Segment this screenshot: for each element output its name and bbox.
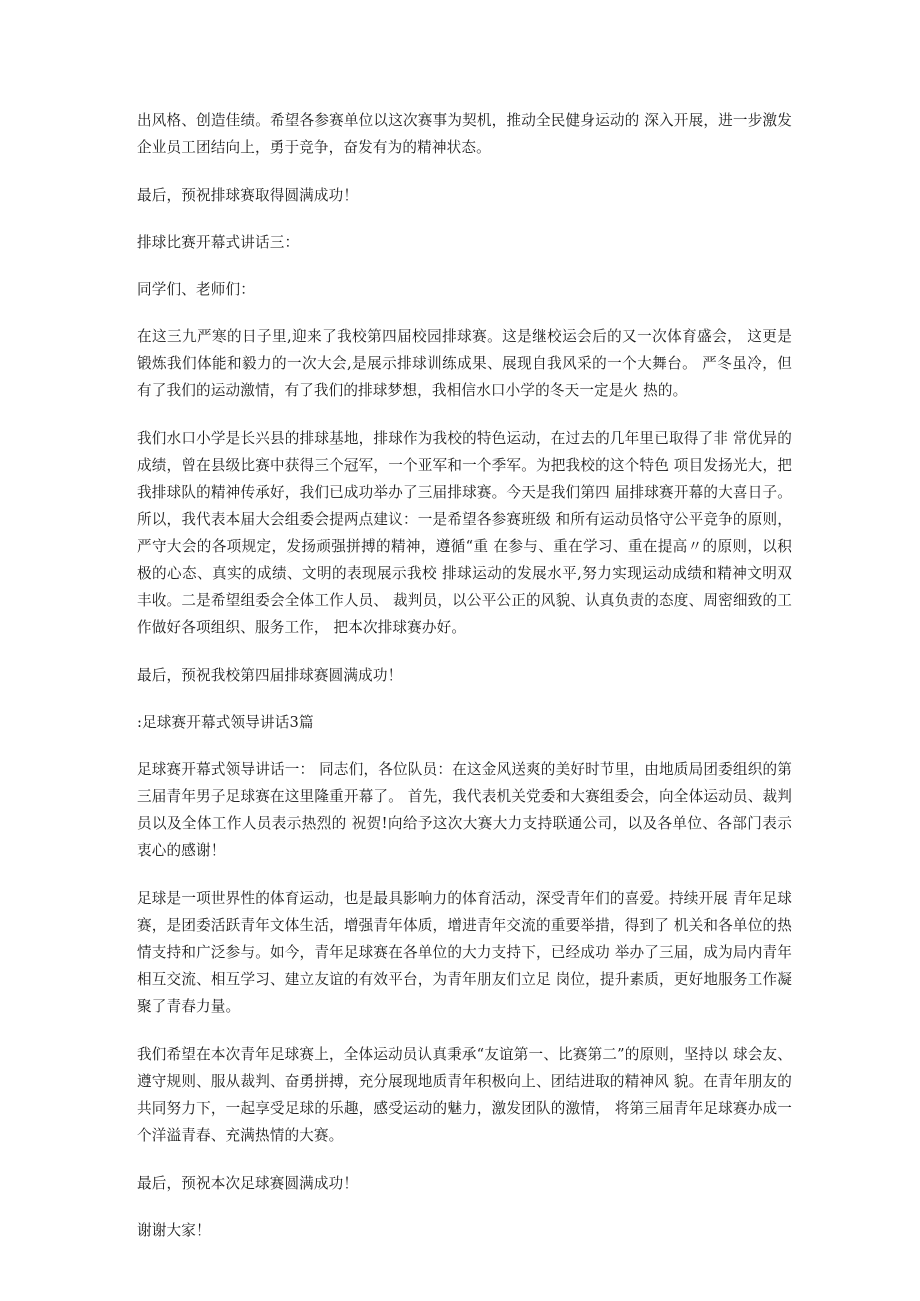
paragraph-intro-continuation: 出风格、创造佳绩。希望各参赛单位以这次赛事为契机，推动全民健身运动的 深入开展，进一步激发企业员工团结向上，勇于竞争，奋发有为的精神状态。: [137, 112, 792, 156]
paragraph-football-closing-wish: 最后，预祝本次足球赛圆满成功！: [137, 1175, 359, 1192]
paragraph-school-volleyball-base: 我们水口小学是长兴县的排球基地，排球作为我校的特色运动，在过去的几年里已取得了非 常优异的成绩，曾在县级比赛中获得三个冠军，一个亚军和一个季军。为把我校的这个特色 项目发扬光大，把我排球队的精神传承好，我们已成功举办了三届排球赛。今天是我们第四 届排球赛开幕的大喜日子。所以，我代表本届大会组委会提两点建议：一是希望各参赛班级 和所有运动员恪守公平竞争的原则，严守大会的各项规定，发扬顽强拼搏的精神，遵循“重 在参与、重在学习、重在提高〃的原则，以积极的心态、真实的成绩、文明的表现展示我校 排球运动的发展水平,努力实现运动成绩和精神文明双丰收。二是希望组委会全体工作人员、 裁判员，以公平公正的风貌、认真负责的态度、周密细致的工作做好各项组织、服务工作， 把本次排球赛办好。: [137, 430, 792, 636]
paragraph-thanks: 谢谢大家！: [137, 1222, 211, 1239]
paragraph-salutation: 同学们、老师们：: [137, 281, 255, 298]
section-heading-volleyball-speech-three: 排球比赛开幕式讲话三：: [137, 234, 300, 251]
paragraph-school-closing-wish: 最后，预祝我校第四届排球赛圆满成功！: [137, 667, 403, 684]
paragraph-football-speech-one: 足球赛开幕式领导讲话一： 同志们，各位队员：在这金风送爽的美好时节里，由地质局团委组织的第三届青年男子足球赛在这里隆重开幕了。 首先，我代表机关党委和大赛组委会，向全体运动员、裁判员以及全体工作人员表示热烈的 祝贺!向给予这次大赛大力支持联通公司，以及各单位、各部门表示衷心的感谢！: [137, 761, 792, 859]
paragraph-winter-opening: 在这三九严寒的日子里,迎来了我校第四届校园排球赛。这是继校运会后的又一次体育盛会， 这更是锻炼我们体能和毅力的一次大会,是展示排球训练成果、展现自我风采的一个大舞台。 严冬虽冷，但有了我们的运动激情，有了我们的排球梦想，我相信水口小学的冬天一定是火 热的。: [137, 328, 792, 399]
section-heading-football-speeches: :足球赛开幕式领导讲话3篇: [137, 714, 314, 731]
paragraph-football-world-sport: 足球是一项世界性的体育运动，也是最具影响力的体育活动，深受青年们的喜爱。持续开展 青年足球赛，是团委活跃青年文体生活，增强青年体质，增进青年交流的重要举措，得到了 机关和各单位的热情支持和广泛参与。如今，青年足球赛在各单位的大力支持下，已经成功 举办了三届，成为局内青年相互交流、相互学习、建立友谊的有效平台，为青年朋友们立足 岗位，提升素质，更好地服务工作凝聚了青春力量。: [137, 890, 792, 1015]
document-body: [137, 107, 792, 1264]
paragraph-volleyball-closing-wish: 最后，预祝排球赛取得圆满成功！: [137, 187, 359, 204]
paragraph-football-hopes: 我们希望在本次青年足球赛上，全体运动员认真秉承“友谊第一、比赛第二”的原则，坚持以 球会友、遵守规则、服从裁判、奋勇拼搏，充分展现地质青年积极向上、团结进取的精神风 貌。在青年朋友的共同努力下，一起享受足球的乐趣，感受运动的魅力，激发团队的激情， 将第三届青年足球赛办成一个洋溢青春、充满热情的大赛。: [137, 1046, 792, 1144]
